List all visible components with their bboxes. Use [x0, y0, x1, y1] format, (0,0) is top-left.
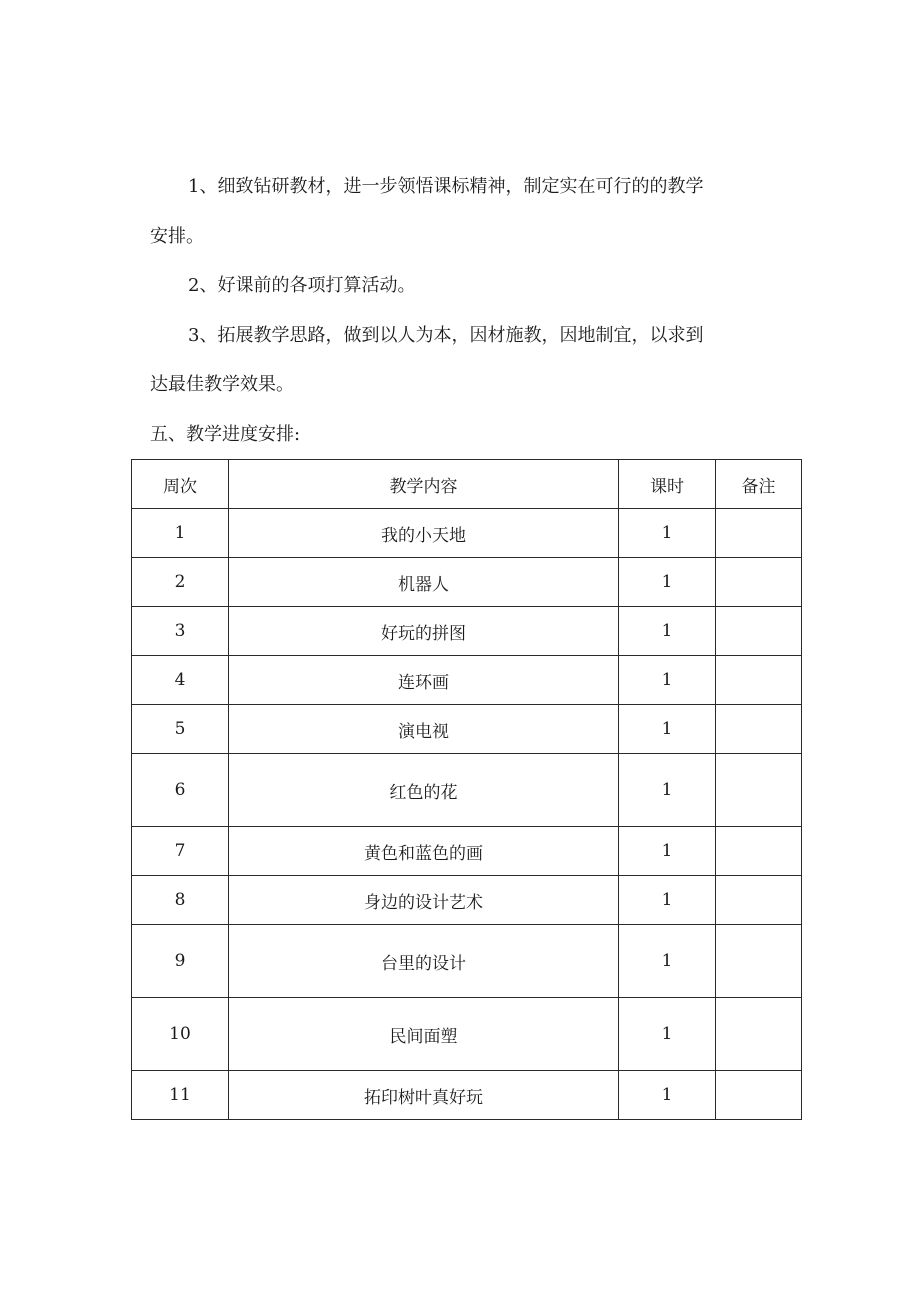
cell-content: 我的小天地	[229, 509, 619, 558]
cell-hours: 1	[619, 656, 716, 705]
cell-hours: 1	[619, 876, 716, 925]
cell-week: 6	[132, 754, 229, 827]
section-title: 五、教学进度安排:	[150, 424, 301, 445]
cell-content: 红色的花	[229, 754, 619, 827]
table-row	[132, 754, 802, 827]
cell-content: 演电视	[229, 705, 619, 754]
cell-notes	[716, 827, 802, 876]
cell-hours: 1	[619, 705, 716, 754]
schedule-table	[131, 459, 802, 1120]
cell-week: 3	[132, 607, 229, 656]
measure-item-1-continued: 安排。	[150, 226, 204, 247]
cell-week: 2	[132, 558, 229, 607]
header-content: 教学内容	[229, 460, 619, 509]
cell-notes	[716, 876, 802, 925]
header-week: 周次	[132, 460, 229, 509]
cell-notes	[716, 998, 802, 1071]
table-row	[132, 876, 802, 925]
cell-hours: 1	[619, 607, 716, 656]
cell-content: 机器人	[229, 558, 619, 607]
cell-hours: 1	[619, 509, 716, 558]
measure-item-2: 2、好课前的各项打算活动。	[188, 275, 416, 296]
table-row	[132, 925, 802, 998]
table-header-row	[132, 460, 802, 509]
table-row	[132, 827, 802, 876]
cell-week: 8	[132, 876, 229, 925]
cell-notes	[716, 656, 802, 705]
cell-content: 台里的设计	[229, 925, 619, 998]
measure-item-1: 1、细致钻研教材，进一步领悟课标精神，制定实在可行的的教学	[188, 176, 704, 197]
table-row	[132, 607, 802, 656]
cell-hours: 1	[619, 827, 716, 876]
table-row	[132, 998, 802, 1071]
table-row	[132, 656, 802, 705]
cell-hours: 1	[619, 925, 716, 998]
header-hours: 课时	[619, 460, 716, 509]
cell-notes	[716, 754, 802, 827]
table-row	[132, 1071, 802, 1120]
measure-item-3-continued: 达最佳教学效果。	[150, 374, 294, 395]
cell-hours: 1	[619, 558, 716, 607]
cell-notes	[716, 558, 802, 607]
cell-content: 黄色和蓝色的画	[229, 827, 619, 876]
cell-week: 11	[132, 1071, 229, 1120]
cell-hours: 1	[619, 1071, 716, 1120]
cell-hours: 1	[619, 998, 716, 1071]
table-row	[132, 558, 802, 607]
cell-notes	[716, 705, 802, 754]
cell-hours: 1	[619, 754, 716, 827]
cell-week: 5	[132, 705, 229, 754]
cell-content: 好玩的拼图	[229, 607, 619, 656]
header-notes: 备注	[716, 460, 802, 509]
cell-notes	[716, 607, 802, 656]
cell-content: 民间面塑	[229, 998, 619, 1071]
cell-week: 9	[132, 925, 229, 998]
cell-content: 身边的设计艺术	[229, 876, 619, 925]
cell-week: 10	[132, 998, 229, 1071]
table-row	[132, 509, 802, 558]
measure-item-3: 3、拓展教学思路，做到以人为本，因材施教，因地制宜，以求到	[188, 325, 704, 346]
cell-content: 连环画	[229, 656, 619, 705]
cell-week: 7	[132, 827, 229, 876]
cell-notes	[716, 1071, 802, 1120]
cell-notes	[716, 925, 802, 998]
cell-week: 1	[132, 509, 229, 558]
cell-week: 4	[132, 656, 229, 705]
cell-content: 拓印树叶真好玩	[229, 1071, 619, 1120]
table-row	[132, 705, 802, 754]
cell-notes	[716, 509, 802, 558]
